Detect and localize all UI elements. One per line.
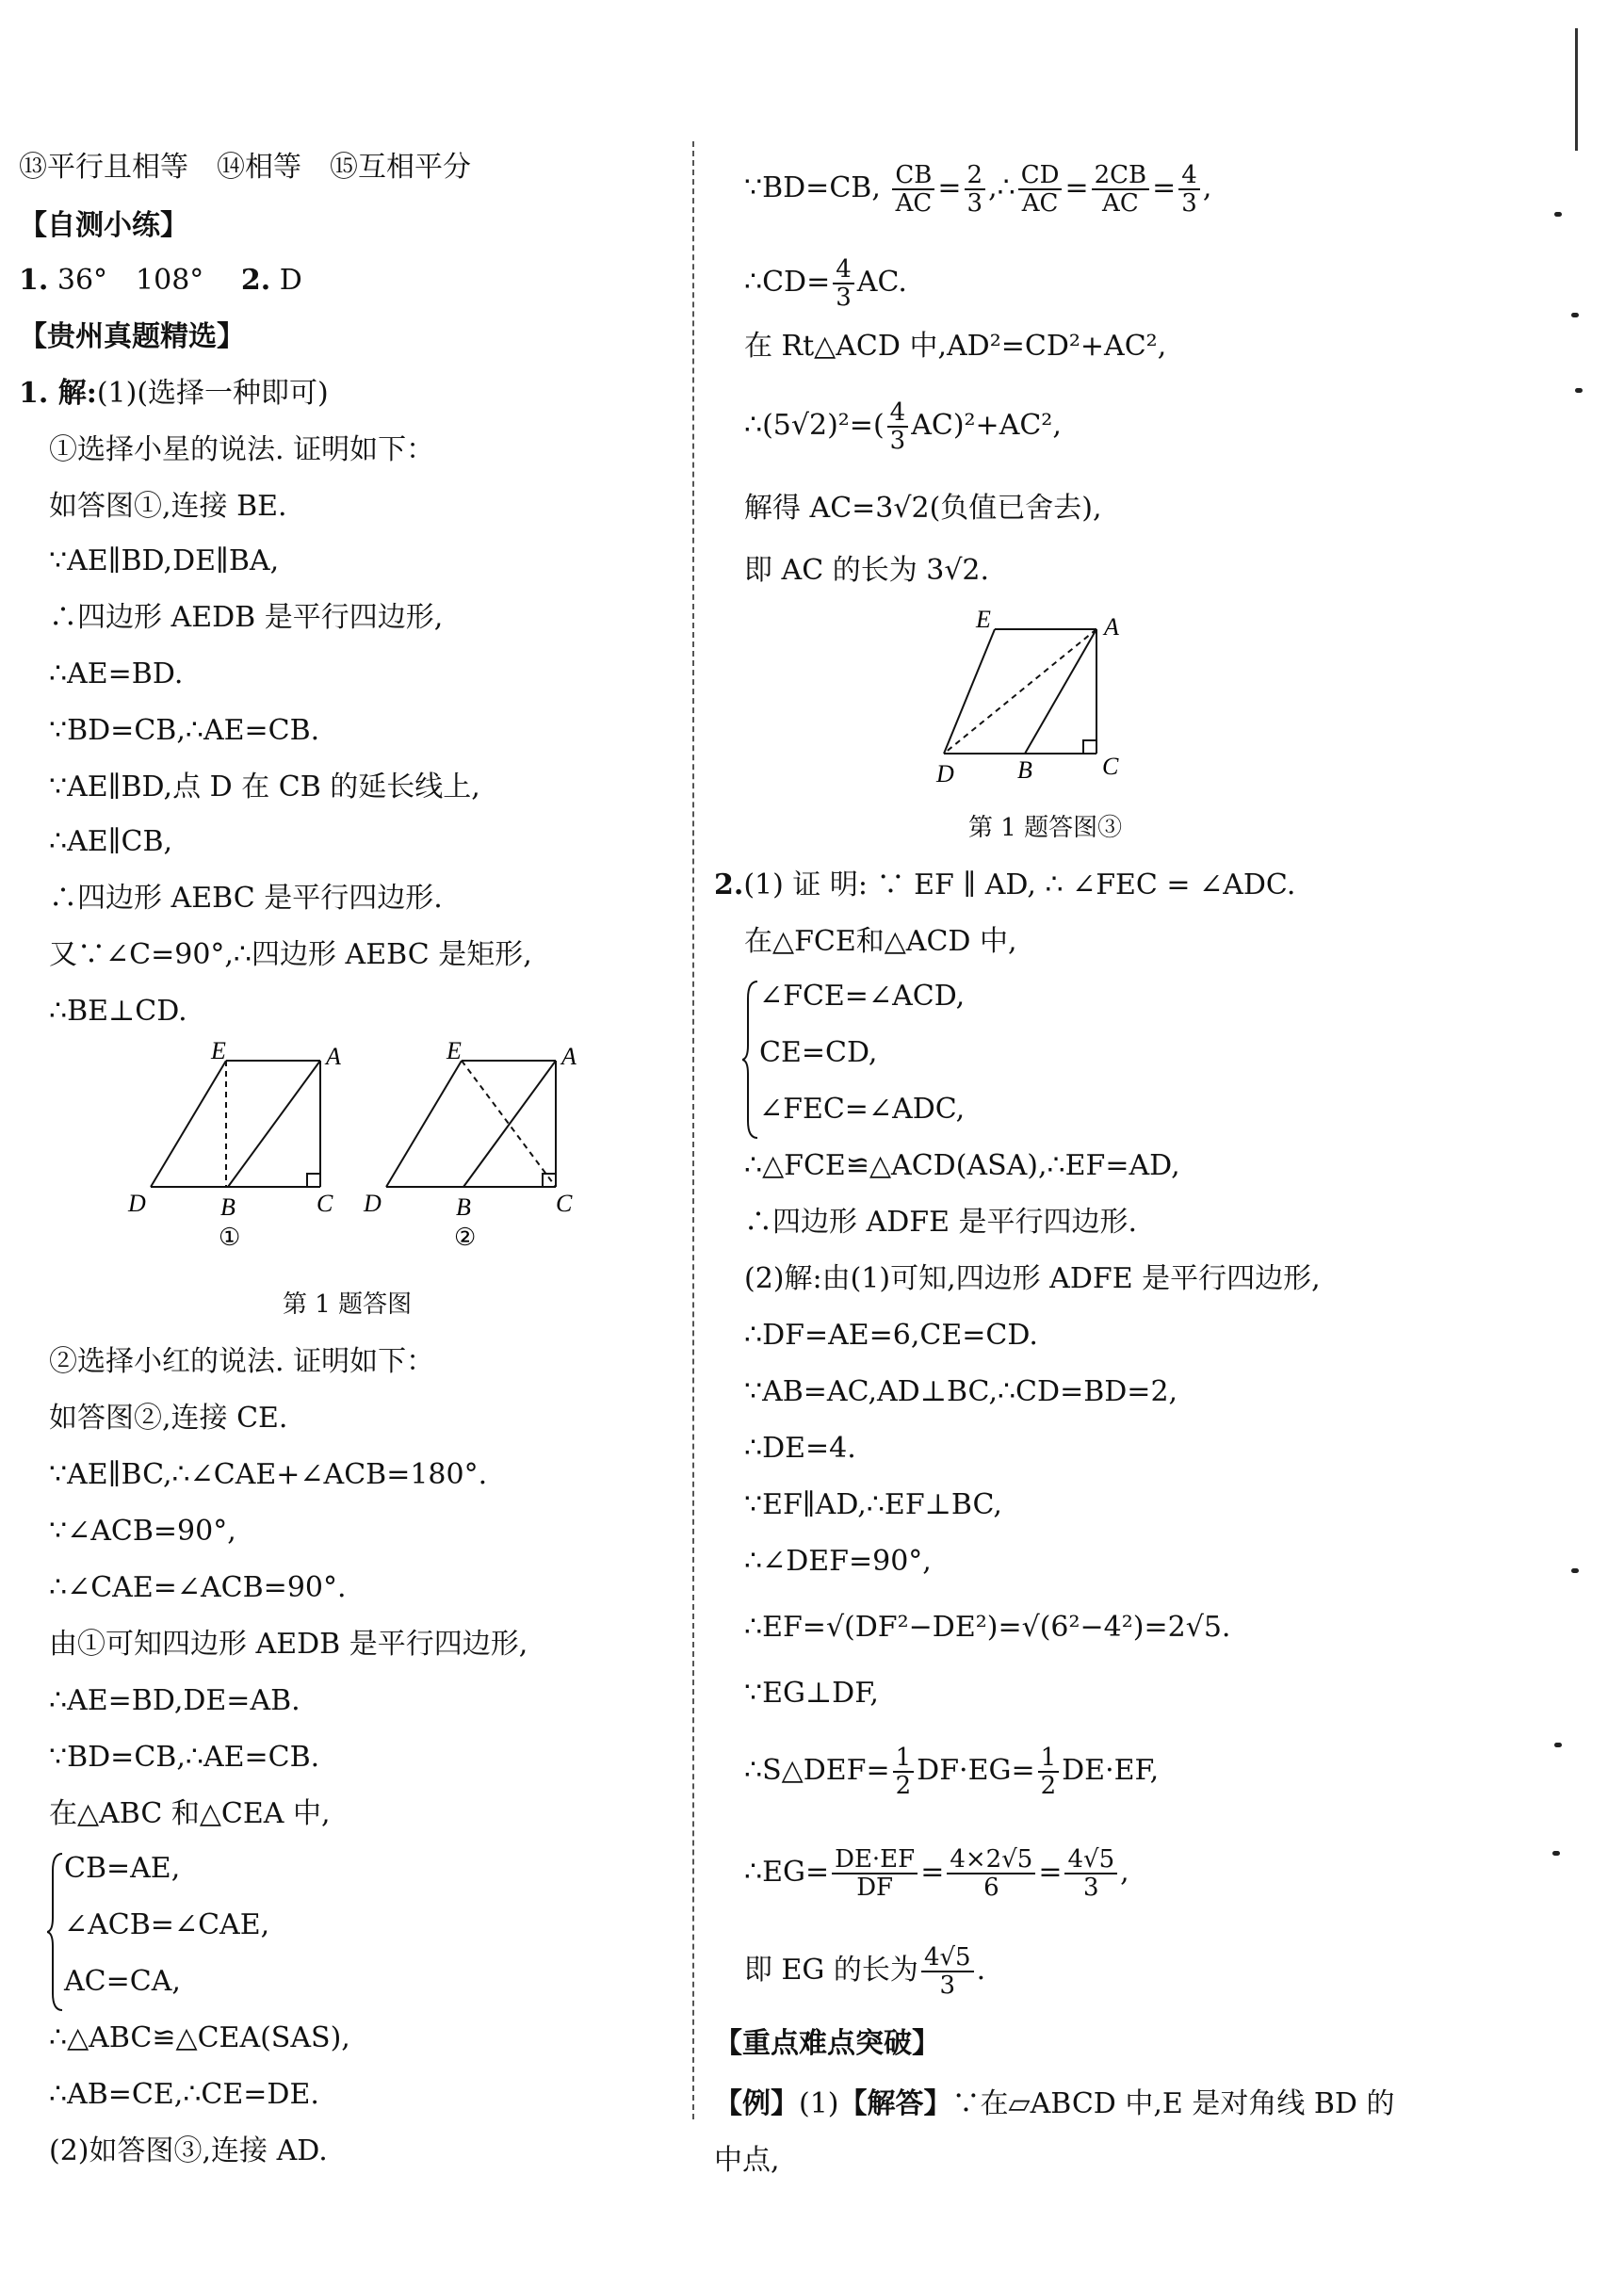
solution-line: [744, 1744, 1159, 1799]
answer-text: D: [279, 264, 302, 297]
solution-line: CE=CD,: [759, 1036, 878, 1069]
numerator: DE·EF: [832, 1846, 918, 1874]
solution-line: [744, 256, 907, 311]
solution-line: ∵∠ACB=90°,: [49, 1515, 236, 1548]
solution-line: ∴AE∥CB,: [49, 825, 173, 858]
vertex-label: A: [326, 1043, 341, 1070]
figure-1-3: [933, 603, 1215, 791]
vertex-label: D: [128, 1190, 146, 1217]
solution-line: ∴∠CAE=∠ACB=90°.: [49, 1571, 347, 1604]
solution-line: ∵EG⊥DF,: [744, 1677, 879, 1710]
vertex-label: A: [1104, 613, 1119, 641]
math-text: AC.: [856, 266, 907, 299]
math-text: DE·EF,: [1062, 1754, 1160, 1787]
answer-label: 【解答】: [838, 2087, 952, 2120]
section-heading: 【重点难点突破】: [714, 2027, 940, 2060]
vertex-label: D: [364, 1190, 382, 1217]
solution-line: [744, 1846, 1129, 1901]
question-number: 2.: [240, 264, 271, 297]
vertex-label: B: [456, 1193, 471, 1221]
fraction: [887, 399, 909, 454]
vertex-label: E: [976, 606, 991, 633]
scan-speck: [1554, 1743, 1562, 1747]
solution-line: [19, 377, 329, 411]
solution-line: ∴BE⊥CD.: [49, 995, 187, 1028]
solution-line: ∵BD=CB,∴AE=CB.: [49, 714, 320, 747]
solution-line: 在 Rt△ACD 中,AD²=CD²+AC²,: [744, 330, 1167, 363]
solution-line: ∵AE∥BC,∴∠CAE+∠ACB=180°.: [49, 1458, 488, 1491]
numerator: 4: [833, 256, 854, 284]
vertex-label: C: [317, 1190, 333, 1217]
figure-1-diagrams: [122, 1036, 593, 1262]
solution-line: ∴∠DEF=90°,: [744, 1545, 932, 1578]
solution-line: [714, 868, 1295, 902]
solution-line: ∠FEC=∠ADC,: [759, 1093, 966, 1126]
math-text: ∴CD=: [744, 266, 831, 299]
denominator: 3: [1083, 1874, 1099, 1902]
solution-line: 即 AC 的长为 3√2.: [744, 554, 990, 587]
solution-line: ∵BD=CB,∴AE=CB.: [49, 1741, 320, 1774]
answer-line: [19, 264, 302, 298]
solution-text: (1)(选择一种即可): [96, 377, 329, 410]
denominator: 3: [836, 284, 852, 312]
solution-line: ∠FCE=∠ACD,: [759, 980, 966, 1013]
denominator: AC: [895, 189, 933, 218]
solution-line: ∴△ABC≌△CEA(SAS),: [49, 2021, 350, 2054]
math-text: ,∴: [988, 171, 1015, 204]
denominator: 3: [1181, 189, 1197, 218]
denominator: 2: [1040, 1772, 1057, 1800]
numerator: CD: [1018, 162, 1063, 190]
solution-line: 在△FCE和△ACD 中,: [744, 925, 1017, 958]
fraction: [832, 1846, 918, 1901]
denominator: AC: [1021, 189, 1059, 218]
math-text: .: [976, 1954, 986, 1987]
solution-line: 解得 AC=3√2(负值已舍去),: [744, 492, 1102, 525]
solution-text: ∵在▱ABCD 中,E 是对角线 BD 的: [951, 2087, 1395, 2120]
numerator: 4√5: [921, 1944, 974, 1972]
section-heading: 【贵州真题精选】: [19, 320, 245, 353]
math-text: ∴(5√2)²=(: [744, 409, 885, 442]
fraction: [1038, 1744, 1060, 1799]
answer-line: ⑬平行且相等 ⑭相等 ⑮互相平分: [19, 151, 471, 184]
math-text: =: [1064, 171, 1089, 204]
fraction: [1092, 162, 1150, 217]
solution-line: ∴AB=CE,∴CE=DE.: [49, 2078, 319, 2111]
brace-symbol: [742, 980, 761, 1140]
solution-line: ∵AE∥BD,DE∥BA,: [49, 544, 280, 577]
vertex-label: C: [1102, 753, 1119, 780]
vertex-label: B: [1017, 756, 1032, 784]
solution-text: (1) 证 明: ∵ EF ∥ AD, ∴ ∠FEC = ∠ADC.: [743, 868, 1296, 901]
solution-line: 如答图①,连接 BE.: [49, 490, 287, 523]
fraction: [892, 162, 934, 217]
solution-line: ①选择小星的说法. 证明如下：: [49, 433, 435, 466]
fraction: [1064, 1846, 1117, 1901]
solution-line: ∴四边形 AEDB 是平行四边形,: [49, 601, 444, 634]
solution-line: ∵AE∥BD,点 D 在 CB 的延长线上,: [49, 771, 480, 803]
brace-symbol: [47, 1852, 66, 2012]
solution-line: CB=AE,: [64, 1852, 181, 1885]
solution-line: 又∵∠C=90°,∴四边形 AEBC 是矩形,: [49, 938, 532, 971]
solution-line: ∵EF∥AD,∴EF⊥BC,: [744, 1488, 1002, 1521]
figure-1-2: [363, 1037, 577, 1251]
solution-line: ∴DE=4.: [744, 1432, 856, 1465]
math-text: =: [920, 1856, 945, 1889]
denominator: 3: [966, 189, 983, 218]
example-label: 【例】: [714, 2087, 799, 2120]
solution-line: ∴四边形 AEBC 是平行四边形.: [49, 882, 443, 915]
column-divider: [692, 141, 694, 2119]
fraction: [893, 1744, 915, 1799]
solution-line: AC=CA,: [64, 1965, 181, 1998]
question-number: 2.: [714, 868, 744, 901]
fraction: [947, 1846, 1035, 1901]
denominator: AC: [1102, 189, 1139, 218]
vertex-label: D: [936, 760, 954, 787]
solution-line: ②选择小红的说法. 证明如下：: [49, 1345, 435, 1378]
solution-line: 在△ABC 和△CEA 中,: [49, 1797, 331, 1830]
solution-line: ∵AB=AC,AD⊥BC,∴CD=BD=2,: [744, 1375, 1178, 1408]
vertex-label: C: [556, 1190, 573, 1217]
math-text: =: [1038, 1856, 1063, 1889]
math-text: AC)²+AC²,: [911, 409, 1062, 442]
scan-speck: [1571, 313, 1579, 317]
solution-line: ∴DF=AE=6,CE=CD.: [744, 1319, 1038, 1352]
numerator: 4×2√5: [947, 1846, 1035, 1874]
denominator: 6: [983, 1874, 999, 1902]
denominator: 3: [889, 427, 906, 455]
solution-line: 如答图②,连接 CE.: [49, 1402, 288, 1435]
fraction: [1178, 162, 1200, 217]
solution-text: (1): [799, 2087, 839, 2120]
solution-line: ∴AE=BD,DE=AB.: [49, 1684, 300, 1717]
scan-speck: [1554, 212, 1562, 217]
math-text: 即 EG 的长为: [744, 1954, 918, 1987]
math-text: ∴EG=: [744, 1856, 830, 1889]
solution-line: [744, 399, 1062, 454]
figure-1-1: [127, 1037, 341, 1251]
figure-caption: 第 1 题答图: [283, 1290, 413, 1319]
math-text: ∵BD=CB,: [744, 171, 881, 204]
question-number: 1.: [19, 264, 49, 297]
answer-text: 36° 108°: [57, 264, 233, 297]
math-text: =: [937, 171, 962, 204]
numerator: CB: [892, 162, 934, 190]
numerator: 4: [1178, 162, 1200, 190]
solution-line: 中点,: [714, 2144, 780, 2177]
figure-caption: 第 1 题答图③: [968, 814, 1123, 842]
fraction: [833, 256, 854, 311]
numerator: 1: [893, 1744, 915, 1773]
numerator: 1: [1038, 1744, 1060, 1773]
math-text: ,: [1202, 171, 1212, 204]
solution-line: ∴EF=√(DF²−DE²)=√(6²−4²)=2√5.: [744, 1611, 1231, 1644]
vertex-label: E: [447, 1037, 462, 1064]
solution-line: (2)解:由(1)可知,四边形 ADFE 是平行四边形,: [744, 1262, 1321, 1295]
figure-number: ②: [454, 1224, 477, 1251]
vertex-label: E: [211, 1037, 226, 1064]
math-text: DF·EG=: [917, 1754, 1035, 1787]
solution-line: ∴AE=BD.: [49, 657, 184, 690]
math-text: ,: [1120, 1856, 1129, 1889]
denominator: 2: [895, 1772, 912, 1800]
solution-line: ∴△FCE≌△ACD(ASA),∴EF=AD,: [744, 1149, 1180, 1182]
fraction: [1018, 162, 1063, 217]
question-label: 1. 解:: [19, 377, 97, 410]
fraction: [965, 162, 986, 217]
solution-line: 由①可知四边形 AEDB 是平行四边形,: [49, 1628, 528, 1661]
solution-line: ∴四边形 ADFE 是平行四边形.: [744, 1206, 1138, 1239]
scan-speck: [1571, 1568, 1579, 1573]
math-text: =: [1152, 171, 1177, 204]
vertex-label: A: [561, 1043, 577, 1070]
scan-speck: [1575, 388, 1583, 393]
numerator: 2CB: [1092, 162, 1150, 190]
numerator: 4: [887, 399, 909, 428]
solution-line: ∠ACB=∠CAE,: [64, 1908, 270, 1941]
math-text: ∴S△DEF=: [744, 1754, 890, 1787]
fraction: [921, 1944, 974, 1999]
solution-line: (2)如答图③,连接 AD.: [49, 2134, 328, 2167]
scan-speck: [1552, 1851, 1560, 1856]
solution-line: [744, 162, 1211, 217]
denominator: 3: [939, 1972, 956, 2000]
page-edge-mark: [1575, 28, 1578, 151]
vertex-label: B: [220, 1193, 235, 1221]
figure-number: ①: [219, 1224, 241, 1251]
denominator: DF: [856, 1874, 894, 1902]
numerator: 4√5: [1064, 1846, 1117, 1874]
solution-line: [744, 1944, 985, 1999]
section-heading: 【自测小练】: [19, 209, 188, 242]
solution-line: [714, 2087, 1395, 2121]
numerator: 2: [965, 162, 986, 190]
